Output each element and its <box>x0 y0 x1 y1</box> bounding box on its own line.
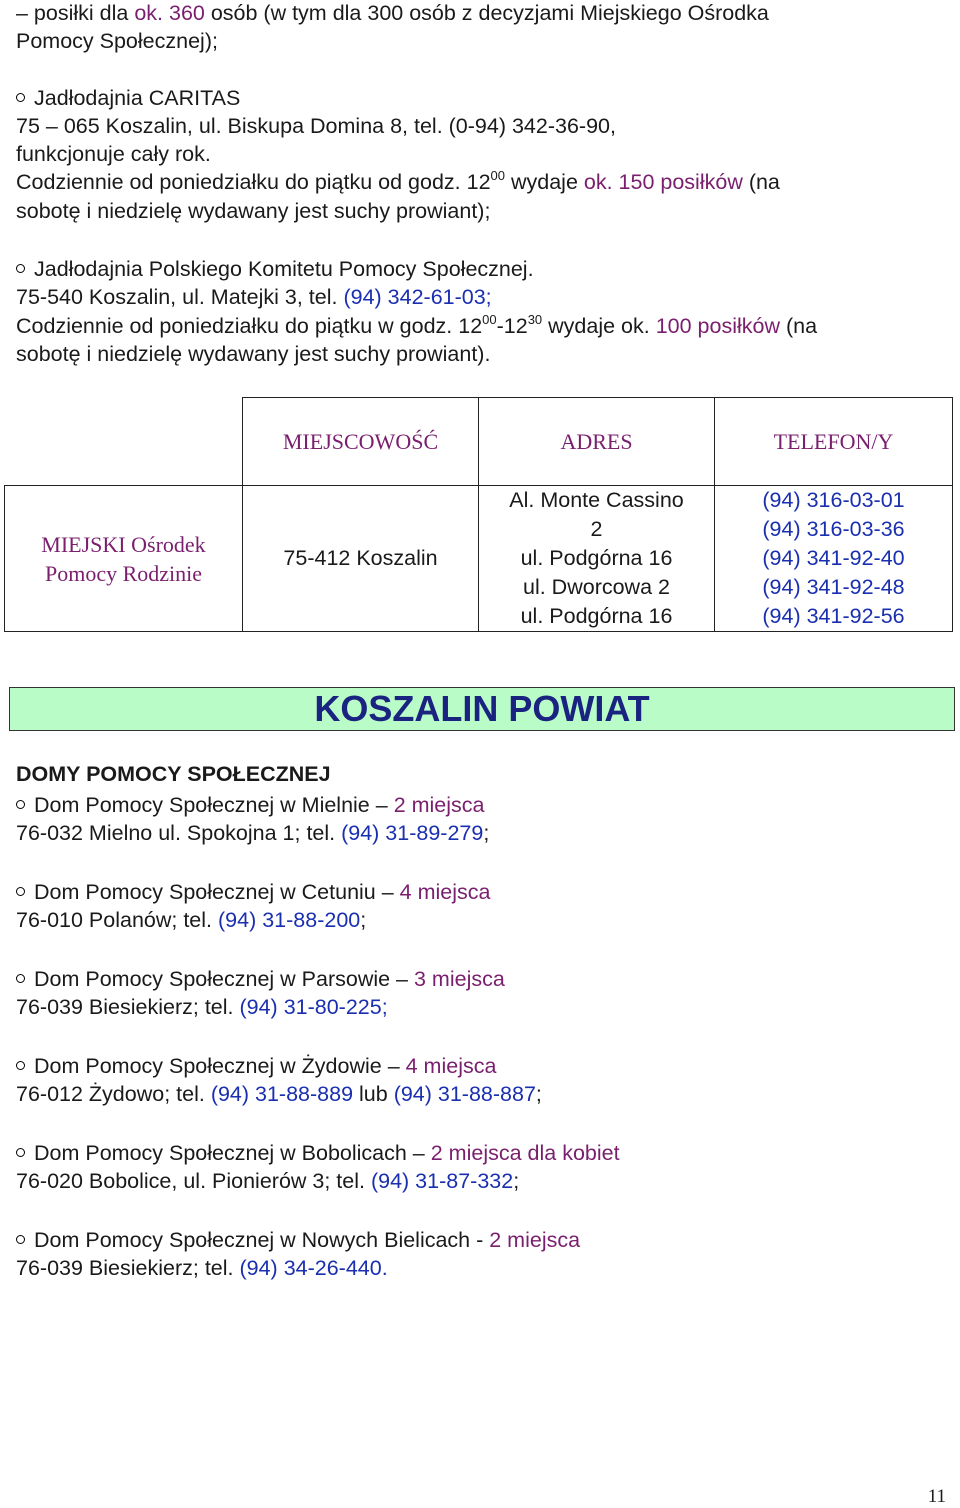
text: Dom Pomocy Społecznej w Parsowie – <box>34 967 414 991</box>
bullet-icon <box>16 800 25 809</box>
caritas-address: 75 – 065 Koszalin, ul. Biskupa Domina 8, tel. (0-94) 342-36-90, <box>16 114 616 138</box>
text: Jadłodajnia CARITAS <box>34 86 241 110</box>
pkps-title <box>16 256 534 282</box>
text: ; <box>483 821 490 845</box>
page-number: 11 <box>927 1486 946 1507</box>
text: Dom Pomocy Społecznej w Żydowie – <box>34 1054 406 1078</box>
text: Dom Pomocy Społecznej w Cetuniu – <box>34 880 400 904</box>
meal-count: 100 posiłków <box>655 314 780 338</box>
address: Al. Monte Cassino <box>509 488 684 512</box>
text: 76-039 Biesiekierz; tel. <box>16 995 240 1019</box>
pkps-hours <box>16 313 817 339</box>
places: 4 miejsca <box>405 1054 497 1078</box>
header-phones: TELEFON/Y <box>715 398 953 486</box>
places: 4 miejsca <box>399 880 491 904</box>
text: (na <box>780 314 818 338</box>
places: 2 miejsca dla kobiet <box>430 1141 620 1165</box>
phone: (94) 31-88-200 <box>218 908 361 932</box>
bullet-icon <box>16 887 25 896</box>
header-address: ADRES <box>479 398 715 486</box>
home-address <box>16 820 489 846</box>
home-address <box>16 1081 542 1107</box>
home-name <box>16 792 485 818</box>
meal-count: ok. 360 <box>134 1 205 25</box>
pkps-address <box>16 284 492 310</box>
text: Codziennie od poniedziałku do piątku w godz. 12 <box>16 314 483 338</box>
institutions-table <box>4 397 953 632</box>
text: 76-032 Mielno ul. Spokojna 1; tel. <box>16 821 342 845</box>
text: wydaje ok. <box>542 314 656 338</box>
bullet-icon <box>16 1061 25 1070</box>
text: Dom Pomocy Społecznej w Bobolicach – <box>34 1141 431 1165</box>
text: (na <box>742 170 780 194</box>
caritas-title <box>16 85 240 111</box>
text: ; <box>360 908 367 932</box>
bullet-icon <box>16 1235 25 1244</box>
caritas-hours <box>16 169 780 195</box>
home-address <box>16 1168 519 1194</box>
phone: (94) 316-03-36 <box>762 517 905 541</box>
phone: (94) 341-92-40 <box>762 546 905 570</box>
text: lub <box>353 1082 394 1106</box>
org-name-line: Pomocy Rodzinie <box>44 560 203 586</box>
home-address <box>16 1255 388 1281</box>
intro-line-2: Pomocy Społecznej); <box>16 29 218 53</box>
home-name <box>16 1140 620 1166</box>
org-name-line: MIEJSKI Ośrodek <box>41 531 206 557</box>
section-banner: KOSZALIN POWIAT <box>9 687 955 731</box>
text: – posiłki dla <box>16 1 135 25</box>
phone: (94) 341-92-48 <box>762 575 905 599</box>
address: ul. Podgórna 16 <box>520 604 673 628</box>
phone-cell <box>715 486 953 632</box>
text: 76-039 Biesiekierz; tel. <box>16 1256 240 1280</box>
home-name <box>16 879 490 905</box>
text: Dom Pomocy Społecznej w Mielnie – <box>34 793 394 817</box>
bullet-icon <box>16 93 25 102</box>
address-cell <box>479 486 715 632</box>
address: ul. Podgórna 16 <box>520 546 673 570</box>
text: osób (w tym dla 300 osób z decyzjami Miejskiego Ośrodka <box>204 1 769 25</box>
phone: (94) 31-89-279 <box>341 821 484 845</box>
superscript: 00 <box>482 312 497 327</box>
home-name <box>16 1053 496 1079</box>
phone: (94) 34-26-440. <box>239 1256 388 1280</box>
home-address <box>16 994 388 1020</box>
city-cell: 75-412 Koszalin <box>243 486 479 632</box>
phone: (94) 341-92-56 <box>762 604 905 628</box>
places: 2 miejsca <box>393 793 485 817</box>
header-city: MIEJSCOWOŚĆ <box>243 398 479 486</box>
phone: (94) 31-87-332 <box>370 1169 514 1193</box>
address: ul. Dworcowa 2 <box>523 575 670 599</box>
intro-line-1 <box>16 0 769 26</box>
text: 76-012 Żydowo; tel. <box>16 1082 211 1106</box>
meal-count: ok. 150 posiłków <box>583 170 743 194</box>
home-address <box>16 907 366 933</box>
text: Dom Pomocy Społecznej w Nowych Bielicach - <box>34 1228 490 1252</box>
home-name <box>16 1227 580 1253</box>
bullet-icon <box>16 974 25 983</box>
text: 76-020 Bobolice, ul. Pionierów 3; tel. <box>16 1169 371 1193</box>
phone: (94) 316-03-01 <box>762 488 905 512</box>
text: ; <box>535 1082 542 1106</box>
address: 2 <box>590 517 603 541</box>
phone: (94) 31-88-887 <box>393 1082 536 1106</box>
superscript: 30 <box>527 312 543 327</box>
caritas-weekend: sobotę i niedzielę wydawany jest suchy prowiant); <box>16 199 491 223</box>
phone: (94) 31-80-225; <box>239 995 388 1019</box>
section-title: DOMY POMOCY SPOŁECZNEJ <box>16 762 331 786</box>
bullet-icon <box>16 1148 25 1157</box>
text: ; <box>513 1169 520 1193</box>
text: Codziennie od poniedziałku do piątku od godz. 12 <box>16 170 491 194</box>
pkps-weekend: sobotę i niedzielę wydawany jest suchy prowiant). <box>16 342 491 366</box>
phone: (94) 31-88-889 <box>210 1082 354 1106</box>
org-name <box>5 486 243 632</box>
text: Jadłodajnia Polskiego Komitetu Pomocy Społecznej. <box>34 257 534 281</box>
places: 3 miejsca <box>414 967 505 991</box>
text: -12 <box>496 314 528 338</box>
bullet-icon <box>16 264 25 273</box>
caritas-season: funkcjonuje cały rok. <box>16 142 211 166</box>
text: 76-010 Polanów; tel. <box>16 908 218 932</box>
home-name <box>16 966 505 992</box>
places: 2 miejsca <box>489 1228 581 1252</box>
empty-corner <box>5 398 243 486</box>
text: wydaje <box>505 170 584 194</box>
phone: (94) 342-61-03; <box>343 285 492 309</box>
text: 75-540 Koszalin, ul. Matejki 3, tel. <box>16 285 344 309</box>
superscript: 00 <box>490 168 506 183</box>
